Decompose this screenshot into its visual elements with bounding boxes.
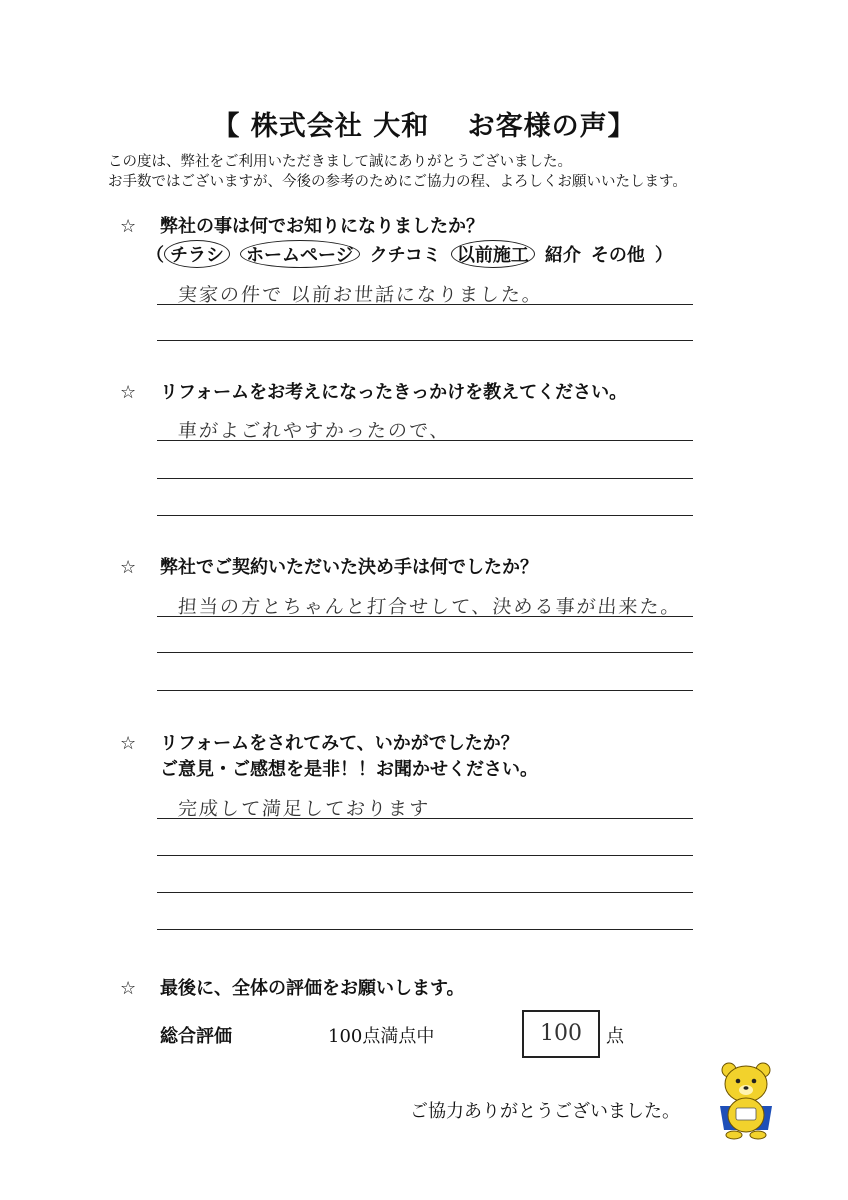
answer-line — [157, 340, 693, 341]
answer-line — [157, 690, 693, 691]
answer-line — [157, 616, 693, 617]
score-box[interactable]: 100 — [522, 1010, 600, 1058]
answer-2: 車がよごれやすかったので、 — [177, 420, 452, 442]
options-close-paren: ） — [654, 245, 673, 266]
option-other[interactable]: その他 — [590, 245, 645, 266]
intro-line-2: お手数ではございますが、今後の参考のためにご協力の程、よろしくお願いいたします。 — [108, 174, 687, 190]
thanks-message: ご協力ありがとうございました。 — [410, 1101, 680, 1122]
option-homepage[interactable]: ホームページ — [240, 240, 360, 268]
source-options — [146, 240, 673, 268]
answer-line — [157, 892, 693, 893]
question-1 — [120, 214, 484, 240]
question-3-text: 弊社でご契約いただいた決め手は何でしたか？ — [160, 557, 538, 578]
answer-line — [157, 478, 693, 479]
option-flyer[interactable]: チラシ — [164, 240, 230, 268]
options-open-paren: （ — [146, 245, 164, 266]
answer-3: 担当の方とちゃんと打合せして、決める事が出来た。 — [177, 596, 683, 618]
answer-4: 完成して満足しております — [177, 798, 431, 820]
star-icon: ☆ — [120, 557, 137, 578]
overall-label: 総合評価 — [160, 1026, 232, 1047]
intro-line-1: この度は、弊社をご利用いただきまして誠にありがとうございました。 — [108, 154, 572, 170]
answer-line — [157, 515, 693, 516]
answer-line — [157, 855, 693, 856]
answer-line — [157, 818, 693, 819]
option-referral[interactable]: 紹介 — [544, 245, 581, 266]
answer-line — [157, 652, 693, 653]
answer-line — [157, 304, 693, 305]
answer-line — [157, 440, 693, 441]
question-3 — [120, 555, 538, 581]
scale-label: 100点満点中 — [328, 1026, 435, 1047]
question-2 — [120, 380, 627, 406]
question-4 — [120, 731, 538, 783]
score-unit: 点 — [606, 1026, 624, 1047]
bear-mascot-icon — [714, 1060, 778, 1140]
question-1-text: 弊社の事は何でお知りになりましたか？ — [160, 216, 484, 237]
answer-line — [157, 929, 693, 930]
page-title: 【 株式会社 大和 お客様の声】 — [212, 111, 636, 142]
question-5 — [120, 976, 465, 1002]
question-2-text: リフォームをお考えになったきっかけを教えてください。 — [160, 382, 628, 403]
option-previous-work[interactable]: 以前施工 — [451, 240, 535, 268]
star-icon: ☆ — [120, 382, 137, 403]
star-icon: ☆ — [120, 978, 137, 999]
star-icon: ☆ — [120, 733, 137, 754]
option-word-of-mouth[interactable]: クチコミ — [369, 245, 441, 266]
question-4-text-line-2: ご意見・ご感想を是非！！お聞かせください。 — [160, 759, 538, 780]
question-4-text-line-1: リフォームをされてみて、いかがでしたか？ — [160, 733, 519, 754]
question-5-text: 最後に、全体の評価をお願いします。 — [160, 978, 465, 999]
answer-1: 実家の件で 以前お世話になりました。 — [177, 284, 544, 306]
star-icon: ☆ — [120, 216, 137, 237]
